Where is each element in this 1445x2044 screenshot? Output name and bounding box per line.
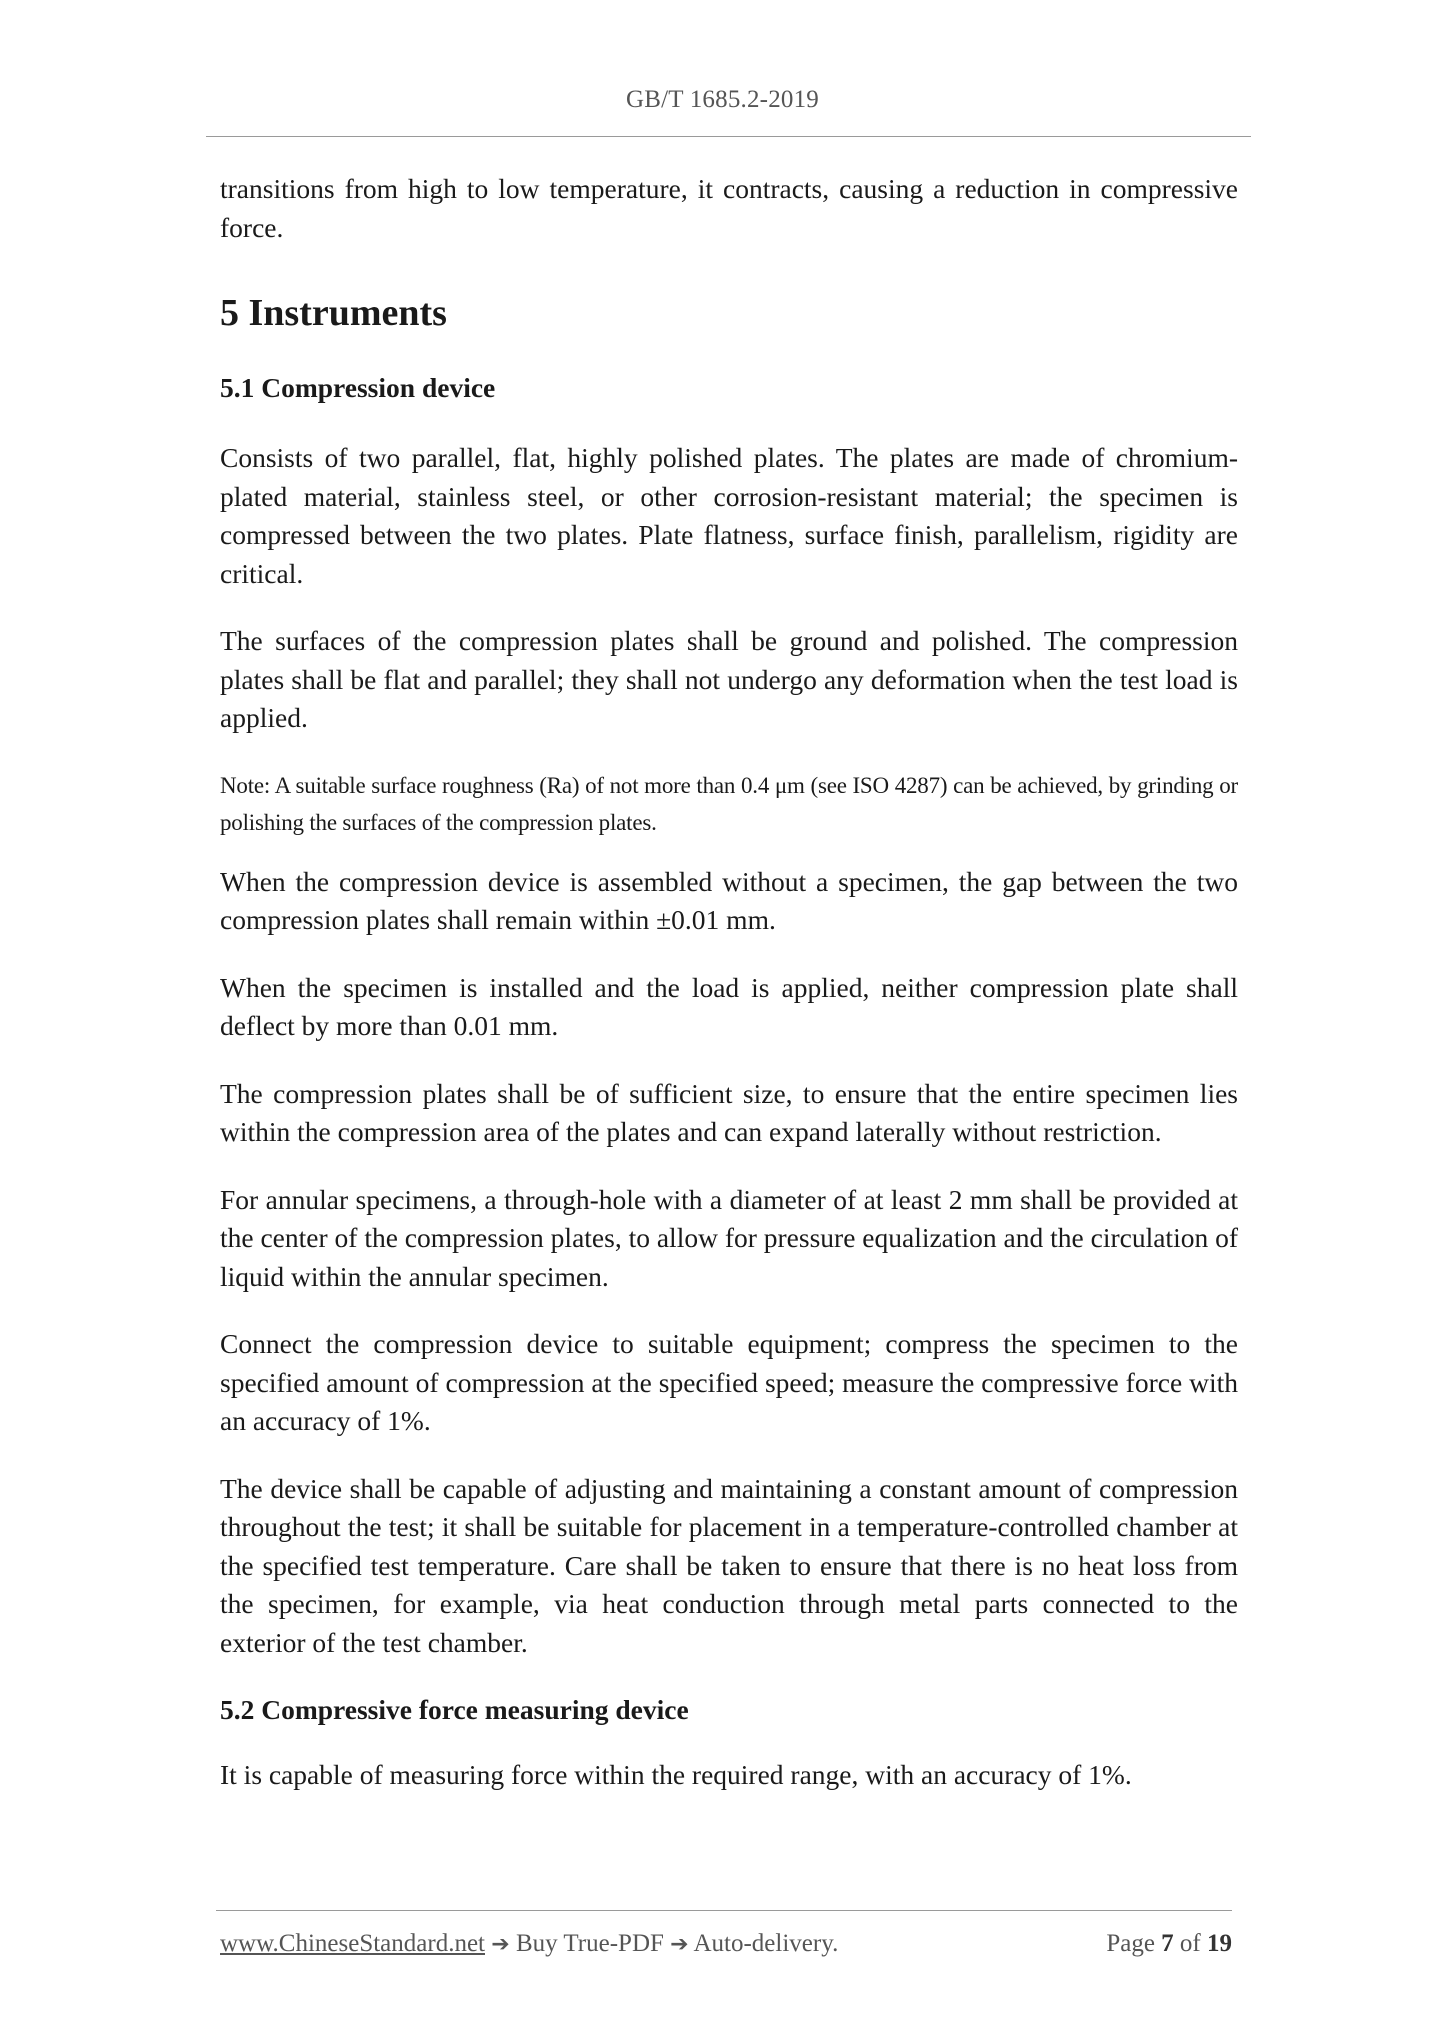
paragraph-annular: For annular specimens, a through-hole with a diameter of at least 2 mm shall be provided at the center of the compression plates, to allow for pressure equalization and the circulation of liquid within the annular specimen. <box>220 1183 1238 1292</box>
arrow-right-icon: ➔ <box>670 1932 689 1957</box>
delivery-text: Auto-delivery. <box>693 1930 839 1957</box>
arrow-right-icon: ➔ <box>491 1932 510 1957</box>
intro-paragraph: transitions from high to low temperature, it contracts, causing a reduction in compressive force. <box>220 173 1238 243</box>
paragraph-surfaces: The surfaces of the compression plates shall be ground and polished. The compression plates shall be flat and parallel; they shall not undergo any deformation when the test load is applied. <box>220 625 1238 733</box>
total-pages-number: 19 <box>1207 1930 1232 1957</box>
header-rule <box>206 136 1251 137</box>
paragraph-gap: When the compression device is assembled without a specimen, the gap between the two compression plates shall remain within ±0.01 mm. <box>220 865 1238 935</box>
buy-text: Buy True-PDF <box>515 1930 664 1957</box>
website-link[interactable]: www.ChineseStandard.net <box>220 1930 485 1957</box>
paragraph-plates: Consists of two parallel, flat, highly polished plates. The plates are made of chromium-plated material, stainless steel, or other corrosion-resistant material; the specimen is compressed between the two plates. Plate flatness, surface finish, parallelism, rigidity are critical. <box>220 442 1238 589</box>
running-header: GB/T 1685.2-2019 <box>625 86 820 113</box>
paragraph-equipment: Connect the compression device to suitable equipment; compress the specimen to the specified amount of compression at the specified speed; measure the compressive force with an accuracy of 1%. <box>220 1328 1238 1436</box>
footer-rule <box>216 1910 1232 1911</box>
section-heading: 5 Instruments <box>220 292 447 334</box>
note-surface-roughness: Note: A suitable surface roughness (Ra) of not more than 0.4 μm (see ISO 4287) can be achieved, by grinding or polishing the surfaces of the compression plates. <box>220 772 1238 835</box>
subsection-heading-force-device: 5.2 Compressive force measuring device <box>220 1694 689 1725</box>
paragraph-chamber: The device shall be capable of adjusting and maintaining a constant amount of compression throughout the test; it shall be suitable for placement in a temperature-controlled chamber at the specified test temperature. Care shall be taken to ensure that there is no heat loss from the specimen, for example, via heat conduction through metal parts connected to the exterior of the test chamber. <box>220 1472 1238 1658</box>
footer-promo <box>220 1930 838 1958</box>
subsection-heading-compression-device: 5.1 Compression device <box>220 372 496 403</box>
of-label: of <box>1179 1930 1201 1957</box>
page-indicator <box>1106 1930 1232 1958</box>
page-content <box>220 170 1238 1824</box>
current-page-number: 7 <box>1161 1930 1174 1957</box>
paragraph-deflection: When the specimen is installed and the load is applied, neither compression plate shall deflect by more than 0.01 mm. <box>220 971 1238 1041</box>
paragraph-force-range: It is capable of measuring force within the required range, with an accuracy of 1%. <box>220 1759 1132 1790</box>
page-label: Page <box>1106 1930 1155 1957</box>
paragraph-plate-size: The compression plates shall be of sufficient size, to ensure that the entire specimen lies within the compression area of the plates and can expand laterally without restriction. <box>220 1077 1238 1147</box>
